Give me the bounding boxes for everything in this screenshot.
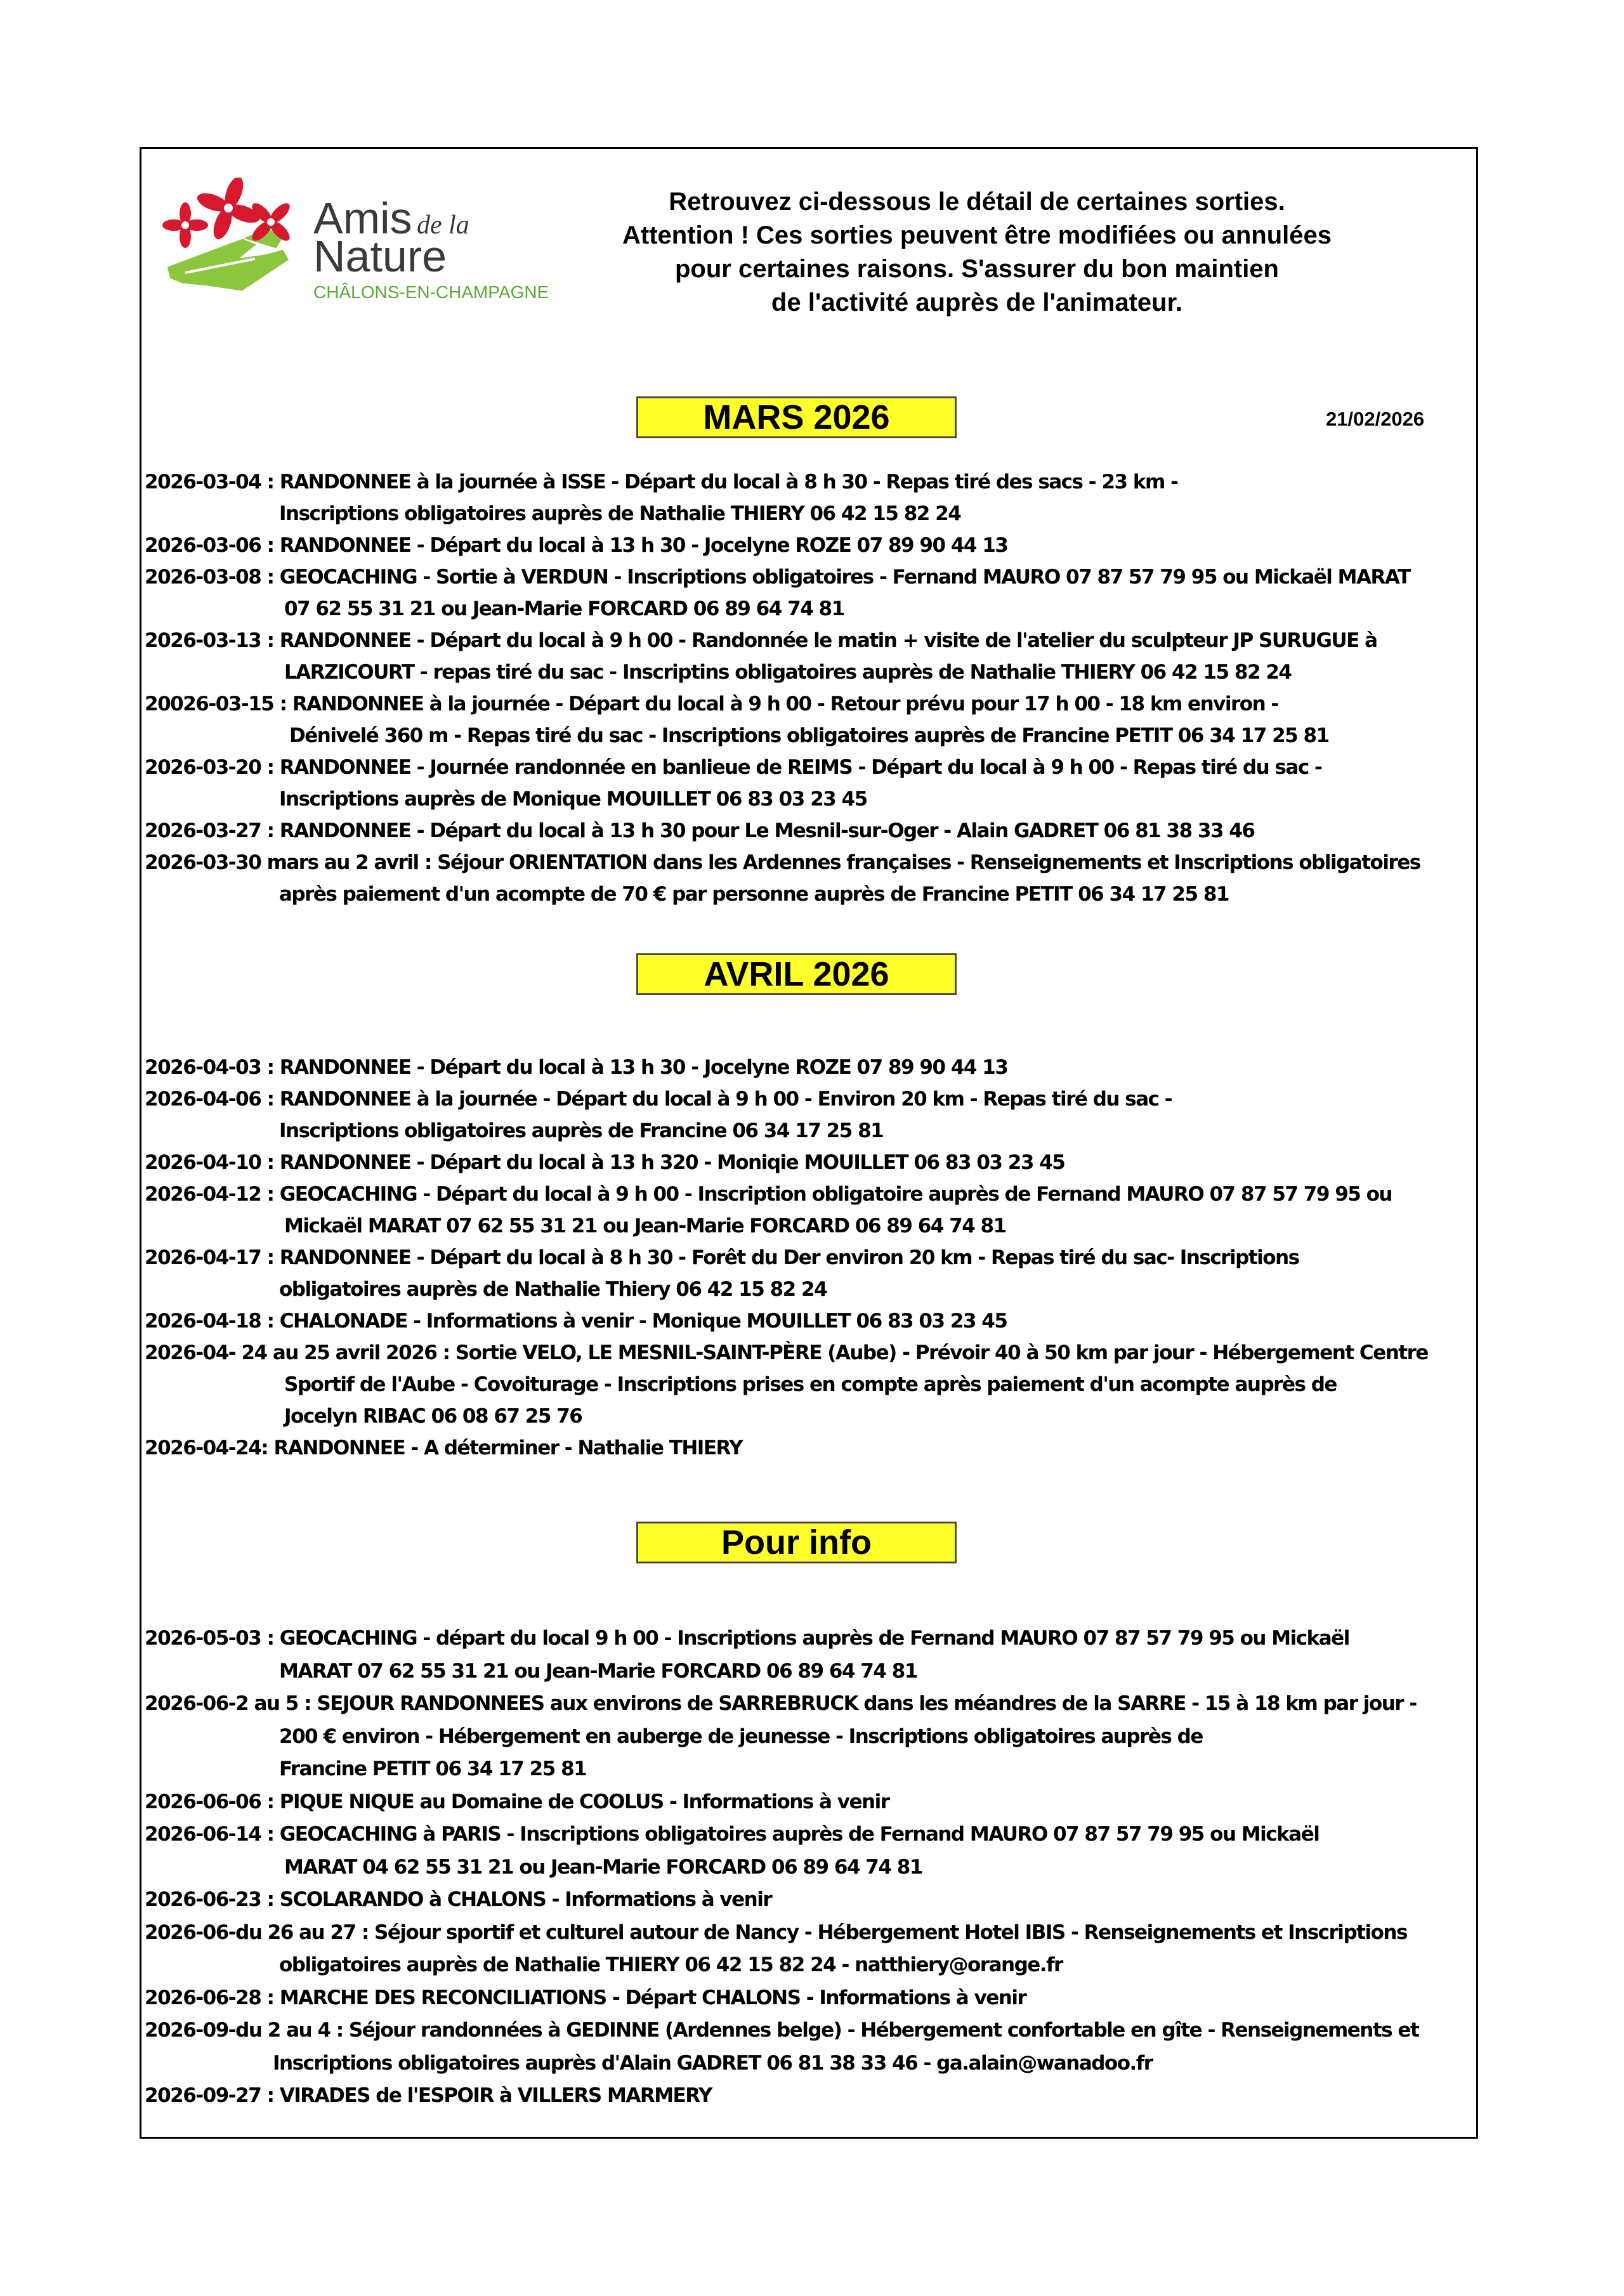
entry-line: 2026-03-13 : RANDONNEE - Départ du local à 9 h 00 - Randonnée le matin + visite de l'atelier du sculpteur JP SURUGUE à xyxy=(145,629,1377,652)
list-item xyxy=(145,561,1474,625)
entry-line: 2026-06-2 au 5 : SEJOUR RANDONNEES aux environs de SARREBRUCK dans les méandres de la SARRE - 15 à 18 km par jour - xyxy=(145,1692,1417,1715)
logo-line1-small: de la xyxy=(417,211,469,240)
section-title-pour-info: Pour info xyxy=(636,1522,957,1563)
list-item xyxy=(145,1884,1474,1917)
update-date: 21/02/2026 xyxy=(1326,408,1425,430)
header-line: de l'activité auprès de l'animateur. xyxy=(771,289,1183,316)
list-item xyxy=(145,1242,1474,1305)
entry-line: 2026-04-17 : RANDONNEE - Départ du local à 8 h 30 - Forêt du Der environ 20 km - Repas tiré du sac- Inscriptions xyxy=(145,1246,1299,1269)
list-item xyxy=(145,1622,1474,1688)
entry-line: 2026-05-03 : GEOCACHING - départ du local 9 h 00 - Inscriptions auprès de Fernand MAURO 07 87 57 79 95 ou Mickaël xyxy=(145,1627,1349,1650)
list-item xyxy=(145,530,1474,561)
entry-line: 2026-09-27 : VIRADES de l'ESPOIR à VILLERS MARMERY xyxy=(145,2084,712,2107)
entry-line: Inscriptions obligatoires auprès de Francine 06 34 17 25 81 xyxy=(279,1119,884,1142)
entry-line: 2026-06-14 : GEOCACHING à PARIS - Inscriptions obligatoires auprès de Fernand MAURO 07 87 57 79 95 ou Mickaël xyxy=(145,1823,1320,1846)
list-item xyxy=(145,466,1474,530)
entry-line: Francine PETIT 06 34 17 25 81 xyxy=(279,1758,587,1780)
entry-line: 2026-03-27 : RANDONNEE - Départ du local à 13 h 30 pour Le Mesnil-sur-Oger - Alain GADRET 06 81 38 33 46 xyxy=(145,819,1255,842)
entry-line: obligatoires auprès de Nathalie THIERY 06 42 15 82 24 - natthiery@orange.fr xyxy=(279,1954,1063,1976)
list-item xyxy=(145,1147,1474,1178)
list-item xyxy=(145,1917,1474,1982)
entry-line: Sportif de l'Aube - Covoiturage - Inscriptions prises en compte après paiement d'un acompte auprès de xyxy=(284,1373,1337,1396)
entry-line: 2026-04- 24 au 25 avril 2026 : Sortie VELO, LE MESNIL-SAINT-PÈRE (Aube) - Prévoir 40 à 50 km par jour - Hébergement Centre xyxy=(145,1341,1428,1364)
list-item xyxy=(145,752,1474,815)
list-item xyxy=(145,2080,1474,2113)
section-title-avril: AVRIL 2026 xyxy=(636,953,957,995)
logo-line1: Amis xyxy=(313,193,412,243)
section-mars-list xyxy=(145,466,1474,910)
entry-line: Jocelyn RIBAC 06 08 67 25 76 xyxy=(284,1405,582,1428)
entry-line: Dénivelé 360 m - Repas tiré du sac - Inscriptions obligatoires auprès de Francine PETIT 06 34 17 25 81 xyxy=(289,724,1329,747)
list-item xyxy=(145,1337,1474,1432)
entry-line: 2026-03-04 : RANDONNEE à la journée à ISSE - Départ du local à 8 h 30 - Repas tiré des sacs - 23 km - xyxy=(145,471,1178,493)
header-line: pour certaines raisons. S'assurer du bon maintien xyxy=(675,255,1279,283)
list-item xyxy=(145,1688,1474,1786)
entry-line: 2026-04-03 : RANDONNEE - Départ du local à 13 h 30 - Jocelyne ROZE 07 89 90 44 13 xyxy=(145,1056,1008,1079)
entry-line: 2026-06-23 : SCOLARANDO à CHALONS - Informations à venir xyxy=(145,1888,772,1911)
list-item xyxy=(145,1432,1474,1464)
entry-line: Mickaël MARAT 07 62 55 31 21 ou Jean-Marie FORCARD 06 89 64 74 81 xyxy=(284,1215,1006,1237)
list-item xyxy=(145,1178,1474,1242)
entry-line: 2026-04-18 : CHALONADE - Informations à venir - Monique MOUILLET 06 83 03 23 45 xyxy=(145,1310,1007,1333)
header-line: Attention ! Ces sorties peuvent être modifiées ou annulées xyxy=(622,221,1332,249)
list-item xyxy=(145,1786,1474,1819)
entry-line: 2026-04-24: RANDONNEE - A déterminer - Nathalie THIERY xyxy=(145,1437,743,1459)
entry-line: 2026-03-20 : RANDONNEE - Journée randonnée en banlieue de REIMS - Départ du local à 9 h 00 - Repas tiré du sac - xyxy=(145,756,1322,779)
entry-line: Inscriptions obligatoires auprès d'Alain GADRET 06 81 38 33 46 - ga.alain@wanadoo.fr xyxy=(273,2051,1153,2075)
list-item xyxy=(145,815,1474,847)
section-title-mars: MARS 2026 xyxy=(636,396,957,438)
list-item xyxy=(145,847,1474,910)
entry-line: Inscriptions obligatoires auprès de Nathalie THIERY 06 42 15 82 24 xyxy=(279,502,961,525)
entry-line: 2026-03-06 : RANDONNEE - Départ du local à 13 h 30 - Jocelyne ROZE 07 89 90 44 13 xyxy=(145,534,1008,557)
entry-line: 2026-03-30 mars au 2 avril : Séjour ORIENTATION dans les Ardennes françaises - Renseignements et Inscriptions obligatoires xyxy=(145,851,1420,874)
entry-line: 2026-06-du 26 au 27 : Séjour sportif et culturel autour de Nancy - Hébergement Hotel IBIS - Renseignements et Inscriptions xyxy=(145,1921,1407,1944)
amis-de-la-nature-logo xyxy=(147,178,617,311)
header-line: Retrouvez ci-dessous le détail de certaines sorties. xyxy=(669,188,1285,216)
entry-line: MARAT 07 62 55 31 21 ou Jean-Marie FORCARD 06 89 64 74 81 xyxy=(279,1659,917,1683)
entry-line: 2026-04-10 : RANDONNEE - Départ du local à 13 h 320 - Moniqie MOUILLET 06 83 03 23 45 xyxy=(145,1151,1065,1174)
logo-line2: Nature xyxy=(313,232,447,281)
list-item xyxy=(145,1982,1474,2015)
entry-line: 2026-04-06 : RANDONNEE à la journée - Départ du local à 9 h 00 - Environ 20 km - Repas tiré du sac - xyxy=(145,1088,1172,1111)
section-avril-list xyxy=(145,1052,1474,1464)
section-pour-info-list xyxy=(145,1622,1474,2113)
list-item xyxy=(145,2014,1474,2080)
entry-line: 20026-03-15 : RANDONNEE à la journée - Départ du local à 9 h 00 - Retour prévu pour 17 h 00 - 18 km environ - xyxy=(145,693,1278,715)
entry-line: obligatoires auprès de Nathalie Thiery 06 42 15 82 24 xyxy=(279,1278,827,1301)
entry-line: LARZICOURT - repas tiré du sac - Inscriptins obligatoires auprès de Nathalie THIERY 06 42 15 82 24 xyxy=(284,661,1292,684)
entry-line: 2026-04-12 : GEOCACHING - Départ du local à 9 h 00 - Inscription obligatoire auprès de Fernand MAURO 07 87 57 79 95 ou xyxy=(145,1183,1392,1206)
entry-line: Inscriptions auprès de Monique MOUILLET 06 83 03 23 45 xyxy=(279,788,867,811)
entry-line: MARAT 04 62 55 31 21 ou Jean-Marie FORCARD 06 89 64 74 81 xyxy=(284,1855,922,1879)
logo-line3: CHÂLONS-EN-CHAMPAGNE xyxy=(313,282,549,302)
list-item xyxy=(145,1083,1474,1147)
entry-line: 07 62 55 31 21 ou Jean-Marie FORCARD 06 89 64 74 81 xyxy=(284,597,844,620)
entry-line: 200 € environ - Hébergement en auberge de jeunesse - Inscriptions obligatoires auprès de xyxy=(279,1725,1203,1748)
list-item xyxy=(145,1052,1474,1083)
list-item xyxy=(145,1818,1474,1884)
header-notice xyxy=(571,185,1383,320)
entry-line: 2026-06-28 : MARCHE DES RECONCILIATIONS - Départ CHALONS - Informations à venir xyxy=(145,1986,1026,2009)
list-item xyxy=(145,1305,1474,1337)
entry-line: 2026-06-06 : PIQUE NIQUE au Domaine de COOLUS - Informations à venir xyxy=(145,1790,889,1813)
entry-line: après paiement d'un acompte de 70 € par personne auprès de Francine PETIT 06 34 17 25 81 xyxy=(279,883,1229,906)
entry-line: 2026-09-du 2 au 4 : Séjour randonnées à GEDINNE (Ardennes belge) - Hébergement confortable en gîte - Renseignements et xyxy=(145,2019,1419,2042)
list-item xyxy=(145,688,1474,752)
entry-line: 2026-03-08 : GEOCACHING - Sortie à VERDUN - Inscriptions obligatoires - Fernand MAURO 07 87 57 79 95 ou Mickaël MARAT xyxy=(145,566,1410,589)
list-item xyxy=(145,625,1474,688)
